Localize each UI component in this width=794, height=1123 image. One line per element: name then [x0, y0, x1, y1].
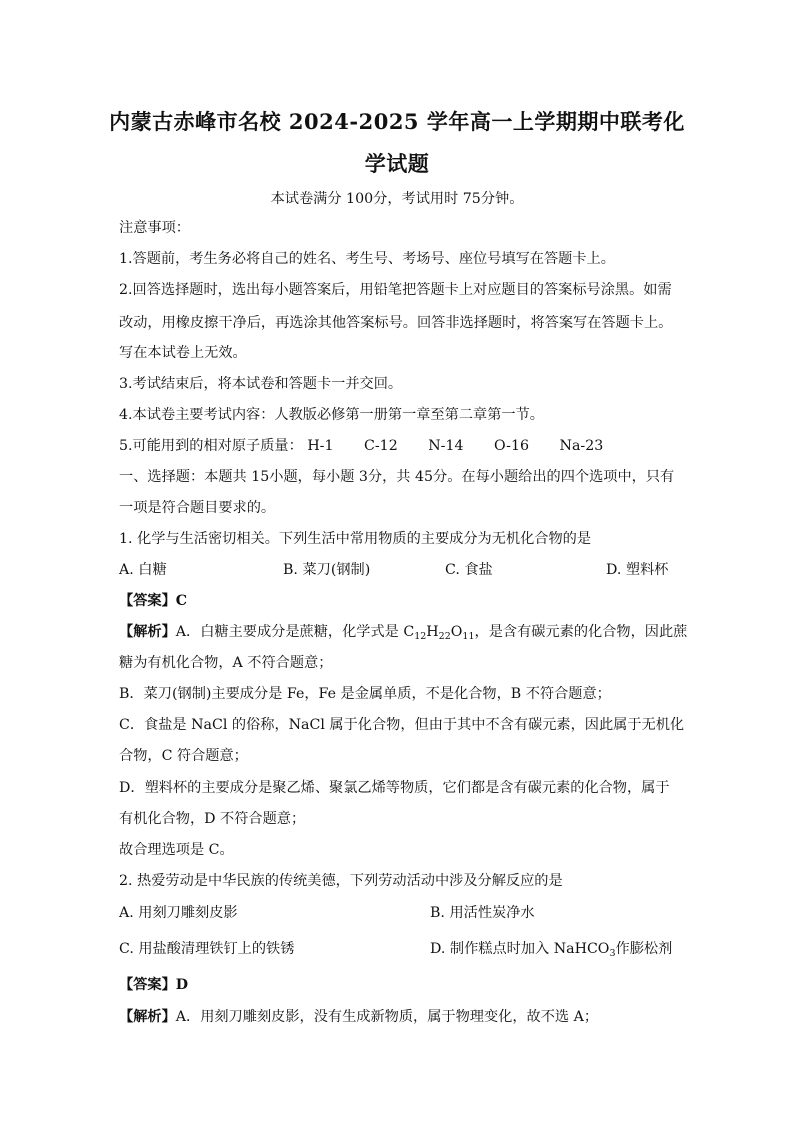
question-1-analysis-d-line1: D．塑料杯的主要成分是聚乙烯、聚氯乙烯等物质，它们都是含有碳元素的化合物，属于: [119, 780, 670, 796]
section-1-line2: 一项是符合题目要求的。: [119, 500, 276, 516]
exam-info: 本试卷满分 100分，考试用时 75分钟。: [270, 191, 524, 207]
question-2-answer: 【答案】D: [119, 977, 189, 993]
question-1-analysis-d-line2: 有机化合物，D 不符合题意；: [119, 811, 306, 827]
question-1-analysis-c-line2: 合物，C 符合题意；: [119, 748, 248, 764]
option-d-suffix: 作膨松剂: [615, 941, 673, 957]
atomic-mass-h: H-1: [307, 438, 334, 454]
question-1-option-c: C. 食盐: [445, 562, 493, 578]
note-5: [119, 436, 603, 456]
formula-subscript: 12: [414, 631, 427, 642]
question-1-option-b: B. 菜刀(钢制): [283, 562, 371, 578]
document-title-line1: 内蒙古赤峰市名校 2024-2025 学年高一上学期期中联考化: [109, 109, 685, 134]
document-title-line2: 学试题: [364, 151, 430, 176]
note-2-line1: 2.回答选择题时，选出每小题答案后，用铅笔把答题卡上对应题目的答案标号涂黑。如需: [119, 282, 672, 298]
analysis-label: 【解析】: [119, 624, 176, 640]
question-2-option-b: B. 用活性炭净水: [430, 905, 535, 921]
option-d-prefix: D. 制作糕点时加入 NaHCO: [430, 941, 610, 957]
analysis-a-text: A．用刻刀雕刻皮影，没有生成新物质，属于物理变化，故不选 A；: [175, 1009, 599, 1025]
atomic-mass-c: C-12: [364, 438, 398, 454]
notes-heading: 注意事项：: [119, 220, 190, 236]
note-1: 1.答题前，考生务必将自己的姓名、考生号、考场号、座位号填写在答题卡上。: [119, 251, 615, 267]
question-1-analysis-b: B．菜刀(钢制)主要成分是 Fe，Fe 是金属单质，不是化合物，B 不符合题意；: [119, 686, 611, 702]
question-1-conclusion: 故合理选项是 C。: [119, 842, 234, 858]
analysis-label: 【解析】: [119, 1009, 176, 1025]
note-5-label: 5.可能用到的相对原子质量：: [119, 438, 303, 454]
question-1-analysis-a-line2: 糖为有机化合物，A 不符合题意；: [119, 655, 333, 671]
formula-subscript: 22: [438, 631, 451, 642]
question-1-stem: 1. 化学与生活密切相关。下列生活中常用物质的主要成分为无机化合物的是: [119, 531, 592, 547]
atomic-mass-o: O-16: [494, 438, 530, 454]
question-2-option-d: [430, 939, 672, 964]
question-2-option-c: C. 用盐酸清理铁钉上的铁锈: [119, 941, 295, 957]
question-1-option-a: A. 白糖: [119, 562, 167, 578]
question-2-stem: 2. 热爱劳动是中华民族的传统美德，下列劳动活动中涉及分解反应的是: [119, 873, 563, 889]
question-1-analysis-c-line1: C．食盐是 NaCl 的俗称，NaCl 属于化合物，但由于其中不含有碳元素，因此属于无机化: [119, 717, 685, 733]
formula-element: H: [426, 624, 439, 640]
question-2-analysis-a: [119, 1007, 598, 1027]
question-2-option-a: A. 用刻刀雕刻皮影: [119, 905, 238, 921]
atomic-mass-na: Na-23: [559, 438, 604, 454]
atomic-mass-n: N-14: [428, 438, 464, 454]
note-2-line2: 改动，用橡皮擦干净后，再选涂其他答案标号。回答非选择题时，将答案写在答题卡上。: [119, 315, 673, 331]
question-1-analysis-a: [119, 622, 687, 647]
section-1-line1: 一、选择题：本题共 15小题，每小题 3分，共 45分。在每小题给出的四个选项中，只有: [119, 469, 675, 485]
formula-subscript: 3: [609, 948, 616, 959]
analysis-a-prefix: A．白糖主要成分是蔗糖，化学式是 C: [175, 624, 415, 640]
formula-subscript: 11: [462, 631, 475, 642]
note-3: 3.考试结束后，将本试卷和答题卡一并交回。: [119, 376, 403, 392]
question-1-answer: 【答案】C: [119, 593, 188, 609]
note-2-line3: 写在本试卷上无效。: [119, 345, 247, 361]
formula-element: O: [450, 624, 463, 640]
analysis-a-suffix: ，是含有碳元素的化合物，因此蔗: [474, 624, 688, 640]
note-4: 4.本试卷主要考试内容：人教版必修第一册第一章至第二章第一节。: [119, 407, 544, 423]
question-1-option-d: D. 塑料杯: [606, 562, 669, 578]
